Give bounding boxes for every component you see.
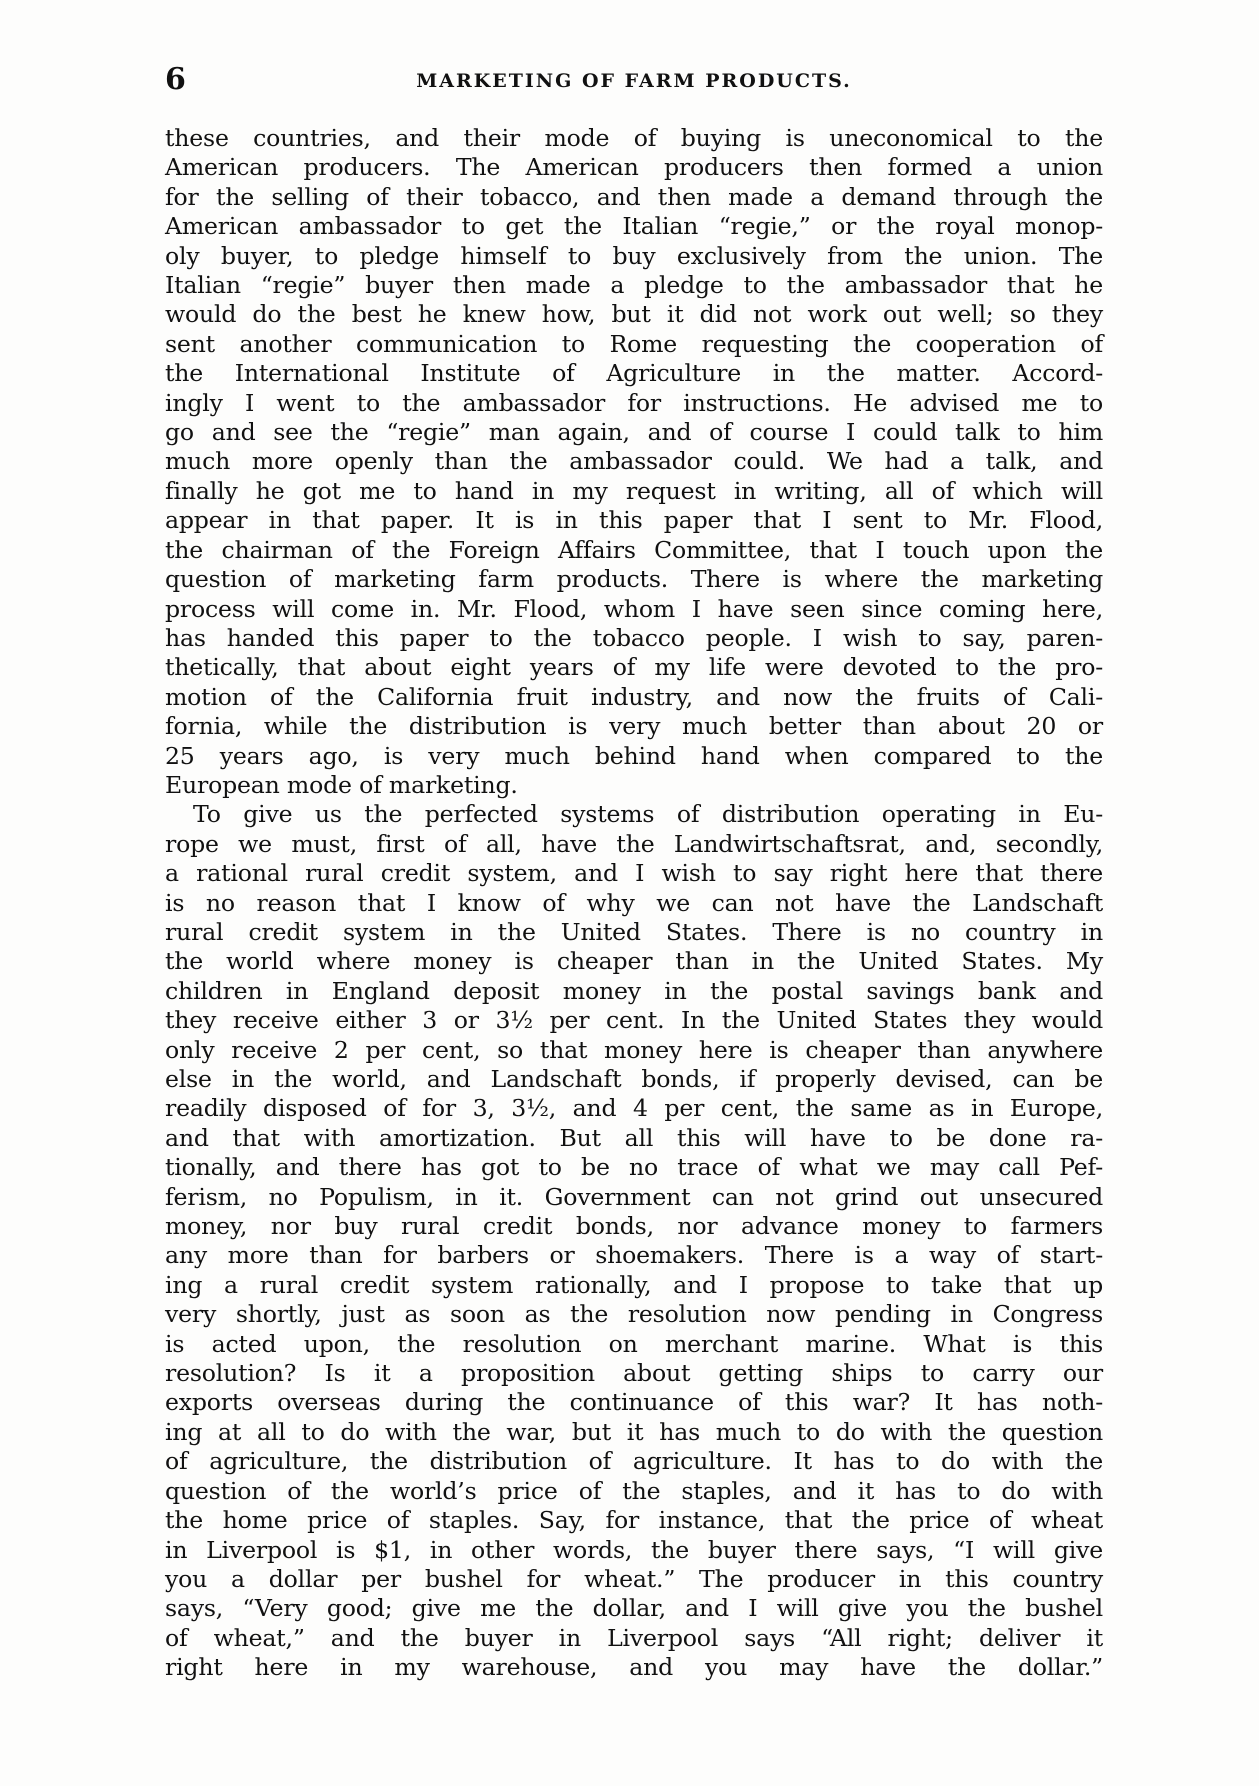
text-line: says, “Very good; give me the dollar, and I will give you the bushel bbox=[165, 1594, 1103, 1623]
text-line: motion of the California fruit industry, and now the fruits of Cali- bbox=[165, 682, 1103, 711]
running-title: MARKETING OF FARM PRODUCTS. bbox=[416, 70, 852, 92]
text-line: in Liverpool is $1, in other words, the buyer there says, “I will give bbox=[165, 1535, 1103, 1564]
text-line: fornia, while the distribution is very much better than about 20 or bbox=[165, 712, 1103, 741]
text-line: right here in my warehouse, and you may have the dollar.” bbox=[165, 1653, 1103, 1682]
text-line: ingly I went to the ambassador for instructions. He advised me to bbox=[165, 388, 1103, 417]
text-line: exports overseas during the continuance of this war? It has noth- bbox=[165, 1388, 1103, 1417]
text-line: American ambassador to get the Italian “regie,” or the royal monop- bbox=[165, 212, 1103, 241]
text-line: process will come in. Mr. Flood, whom I have seen since coming here, bbox=[165, 594, 1103, 623]
text-line: oly buyer, to pledge himself to buy exclusively from the union. The bbox=[165, 241, 1103, 270]
page-header bbox=[165, 62, 1103, 102]
text-line: tionally, and there has got to be no trace of what we may call Pef- bbox=[165, 1153, 1103, 1182]
text-line: To give us the perfected systems of distribution operating in Eu- bbox=[193, 800, 1103, 829]
text-line: rope we must, first of all, have the Landwirtschaftsrat, and, secondly, bbox=[165, 829, 1103, 858]
text-line: American producers. The American producers then formed a union bbox=[165, 153, 1103, 182]
text-line: sent another communication to Rome requesting the cooperation of bbox=[165, 329, 1103, 358]
text-line: resolution? Is it a proposition about getting ships to carry our bbox=[165, 1359, 1103, 1388]
text-line: you a dollar per bushel for wheat.” The producer in this country bbox=[165, 1564, 1103, 1593]
text-line: Italian “regie” buyer then made a pledge to the ambassador that he bbox=[165, 271, 1103, 300]
text-line: any more than for barbers or shoemakers. There is a way of start- bbox=[165, 1241, 1103, 1270]
text-line: of agriculture, the distribution of agriculture. It has to do with the bbox=[165, 1447, 1103, 1476]
text-line: only receive 2 per cent, so that money here is cheaper than anywhere bbox=[165, 1035, 1103, 1064]
text-line: and that with amortization. But all this will have to be done ra- bbox=[165, 1123, 1103, 1152]
text-line: ing a rural credit system rationally, and I propose to take that up bbox=[165, 1270, 1103, 1299]
text-line: the chairman of the Foreign Affairs Committee, that I touch upon the bbox=[165, 535, 1103, 564]
text-line: appear in that paper. It is in this paper that I sent to Mr. Flood, bbox=[165, 506, 1103, 535]
text-line: has handed this paper to the tobacco people. I wish to say, paren- bbox=[165, 623, 1103, 652]
text-line: European mode of marketing. bbox=[165, 770, 518, 799]
text-line: these countries, and their mode of buying is uneconomical to the bbox=[165, 124, 1103, 152]
text-line: else in the world, and Landschaft bonds, if properly devised, can be bbox=[165, 1065, 1103, 1093]
text-line: question of marketing farm products. There is where the marketing bbox=[165, 565, 1103, 594]
text-line: very shortly, just as soon as the resolution now pending in Congress bbox=[165, 1300, 1103, 1329]
page-number: 6 bbox=[165, 62, 187, 97]
text-line: is acted upon, the resolution on merchant marine. What is this bbox=[165, 1329, 1103, 1358]
text-line: 25 years ago, is very much behind hand when compared to the bbox=[165, 741, 1103, 770]
text-line: thetically, that about eight years of my life were devoted to the pro- bbox=[165, 653, 1103, 682]
text-line: the International Institute of Agriculture in the matter. Accord- bbox=[165, 359, 1103, 388]
text-line: a rational rural credit system, and I wish to say right here that there bbox=[165, 859, 1103, 888]
text-line: children in England deposit money in the postal savings bank and bbox=[165, 976, 1103, 1005]
text-line: question of the world’s price of the staples, and it has to do with bbox=[165, 1476, 1103, 1505]
text-line: finally he got me to hand in my request in writing, all of which will bbox=[165, 476, 1103, 505]
text-line: for the selling of their tobacco, and then made a demand through the bbox=[165, 182, 1103, 211]
text-line: money, nor buy rural credit bonds, nor advance money to farmers bbox=[165, 1212, 1103, 1241]
text-line: readily disposed of for 3, 3½, and 4 per cent, the same as in Europe, bbox=[165, 1094, 1103, 1123]
body-text bbox=[165, 124, 1103, 1683]
text-line: ing at all to do with the war, but it has much to do with the question bbox=[165, 1417, 1103, 1446]
text-line: go and see the “regie” man again, and of course I could talk to him bbox=[165, 418, 1103, 447]
text-line: of wheat,” and the buyer in Liverpool says “All right; deliver it bbox=[165, 1623, 1103, 1652]
text-line: they receive either 3 or 3½ per cent. In the United States they would bbox=[165, 1006, 1103, 1035]
text-line: rural credit system in the United States. There is no country in bbox=[165, 917, 1103, 946]
text-line: the world where money is cheaper than in the United States. My bbox=[165, 947, 1103, 976]
text-line: is no reason that I know of why we can not have the Landschaft bbox=[165, 888, 1103, 917]
text-line: the home price of staples. Say, for instance, that the price of wheat bbox=[165, 1506, 1103, 1535]
text-line: ferism, no Populism, in it. Government can not grind out unsecured bbox=[165, 1182, 1103, 1211]
text-line: would do the best he knew how, but it did not work out well; so they bbox=[165, 300, 1103, 329]
text-line: much more openly than the ambassador could. We had a talk, and bbox=[165, 447, 1103, 476]
